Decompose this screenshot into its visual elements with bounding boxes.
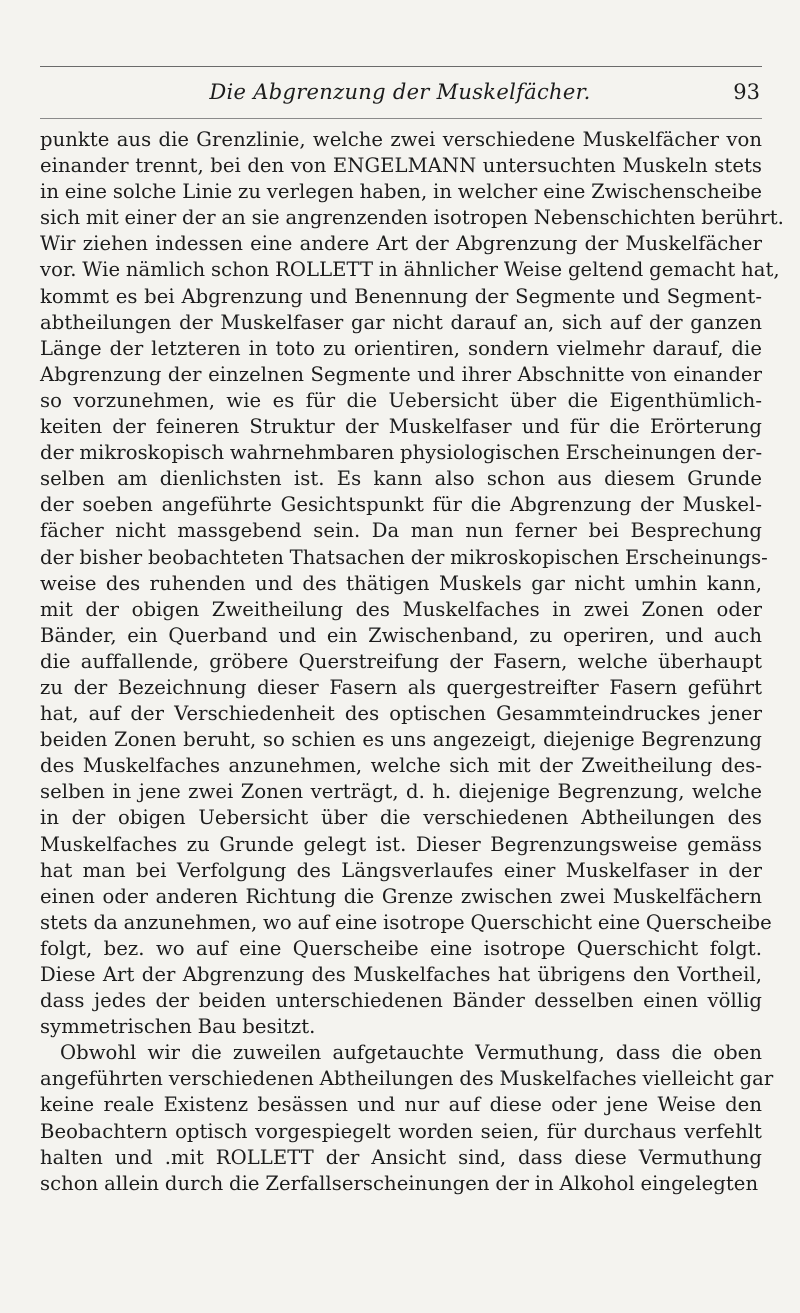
text-line: einander trennt, bei den von ENGELMANN untersuchten Muskeln stets — [40, 154, 762, 178]
text-line: keine reale Existenz besässen und nur auf diese oder jene Weise den — [40, 1093, 762, 1117]
text-line: der mikroskopisch wahrnehmbaren physiologischen Erscheinungen der- — [40, 441, 763, 465]
text-line: schon allein durch die Zerfallserscheinungen der in Alkohol eingelegten — [40, 1171, 759, 1195]
body-text — [40, 127, 784, 1197]
text-line: die auffallende, gröbere Querstreifung der Fasern, welche überhaupt — [40, 649, 762, 673]
text-line: der bisher beobachteten Thatsachen der mikroskopischen Erscheinungs- — [40, 545, 768, 569]
text-line: Obwohl wir die zuweilen aufgetauchte Vermuthung, dass die oben — [60, 1041, 762, 1065]
text-line: keiten der feineren Struktur der Muskelfaser und für die Erörterung — [40, 415, 762, 439]
page-number: 93 — [733, 80, 760, 104]
text-line: in eine solche Linie zu verlegen haben, in welcher eine Zwischenscheibe — [40, 180, 763, 204]
text-line: einen oder anderen Richtung die Grenze zwischen zwei Muskelfächern — [40, 884, 762, 908]
text-line: so vorzunehmen, wie es für die Uebersicht über die Eigenthümlich- — [40, 388, 762, 412]
text-line: zu der Bezeichnung dieser Fasern als quergestreifter Fasern geführt — [40, 675, 762, 699]
running-title: Die Abgrenzung der Muskelfächer. — [209, 80, 591, 104]
text-line: hat, auf der Verschiedenheit des optischen Gesammteindruckes jener — [40, 702, 762, 726]
text-line: selben in jene zwei Zonen verträgt, d. h. diejenige Begrenzung, welche — [40, 780, 762, 804]
text-line: hat man bei Verfolgung des Längsverlaufes einer Muskelfaser in der — [40, 858, 762, 882]
text-line: fächer nicht massgebend sein. Da man nun ferner bei Besprechung — [40, 519, 762, 543]
paragraph — [40, 1040, 774, 1197]
text-line: weise des ruhenden und des thätigen Muskels gar nicht umhin kann, — [40, 571, 762, 595]
top-page-edge-rule — [40, 66, 762, 67]
paragraph — [40, 127, 784, 1040]
text-line: des Muskelfaches anzunehmen, welche sich mit der Zweitheilung des- — [40, 754, 762, 778]
text-line: vor. Wie nämlich schon ROLLETT in ähnlicher Weise geltend gemacht hat, — [40, 258, 780, 282]
text-line: in der obigen Uebersicht über die verschiedenen Abtheilungen des — [40, 806, 762, 830]
text-line: Beobachtern optisch vorgespiegelt worden seien, für durchaus verfehlt — [40, 1119, 762, 1143]
text-line: punkte aus die Grenzlinie, welche zwei verschiedene Muskelfächer von — [40, 128, 762, 151]
text-line: Diese Art der Abgrenzung des Muskelfaches hat übrigens den Vortheil, — [40, 963, 762, 986]
text-line: folgt, bez. wo auf eine Querscheibe eine isotrope Querschicht folgt. — [40, 936, 762, 960]
text-line: Abgrenzung der einzelnen Segmente und ihrer Abschnitte von einander — [40, 362, 762, 386]
text-line: der soeben angeführte Gesichtspunkt für die Abgrenzung der Muskel- — [40, 493, 762, 517]
text-line: mit der obigen Zweitheilung des Muskelfaches in zwei Zonen oder — [40, 597, 762, 621]
header-rule — [40, 118, 762, 119]
text-line: halten und .mit ROLLETT der Ansicht sind, dass diese Vermuthung — [40, 1145, 762, 1169]
text-line: Muskelfaches zu Grunde gelegt ist. Dieser Begrenzungsweise gemäss — [40, 832, 762, 856]
text-line: Länge der letzteren in toto zu orientiren, sondern vielmehr darauf, die — [40, 336, 762, 360]
text-line: Bänder, ein Querband und ein Zwischenband, zu operiren, und auch — [40, 623, 762, 647]
running-head — [0, 80, 800, 114]
text-line: sich mit einer der an sie angrenzenden isotropen Nebenschichten berührt. — [40, 206, 784, 230]
text-line: abtheilungen der Muskelfaser gar nicht darauf an, sich auf der ganzen — [40, 310, 762, 334]
text-line: Wir ziehen indessen eine andere Art der Abgrenzung der Muskelfächer — [40, 232, 762, 256]
text-line: kommt es bei Abgrenzung und Benennung der Segmente und Segment- — [40, 284, 762, 308]
text-line: symmetrischen Bau besitzt. — [40, 1015, 316, 1039]
text-line: stets da anzunehmen, wo auf eine isotrope Querschicht eine Querscheibe — [40, 910, 772, 934]
text-line: beiden Zonen beruht, so schien es uns angezeigt, diejenige Begrenzung — [40, 728, 762, 752]
text-line: angeführten verschiedenen Abtheilungen des Muskelfaches vielleicht gar — [40, 1067, 774, 1091]
text-line: selben am dienlichsten ist. Es kann also schon aus diesem Grunde — [40, 467, 762, 491]
text-line: dass jedes der beiden unterschiedenen Bänder desselben einen völlig — [40, 989, 762, 1013]
